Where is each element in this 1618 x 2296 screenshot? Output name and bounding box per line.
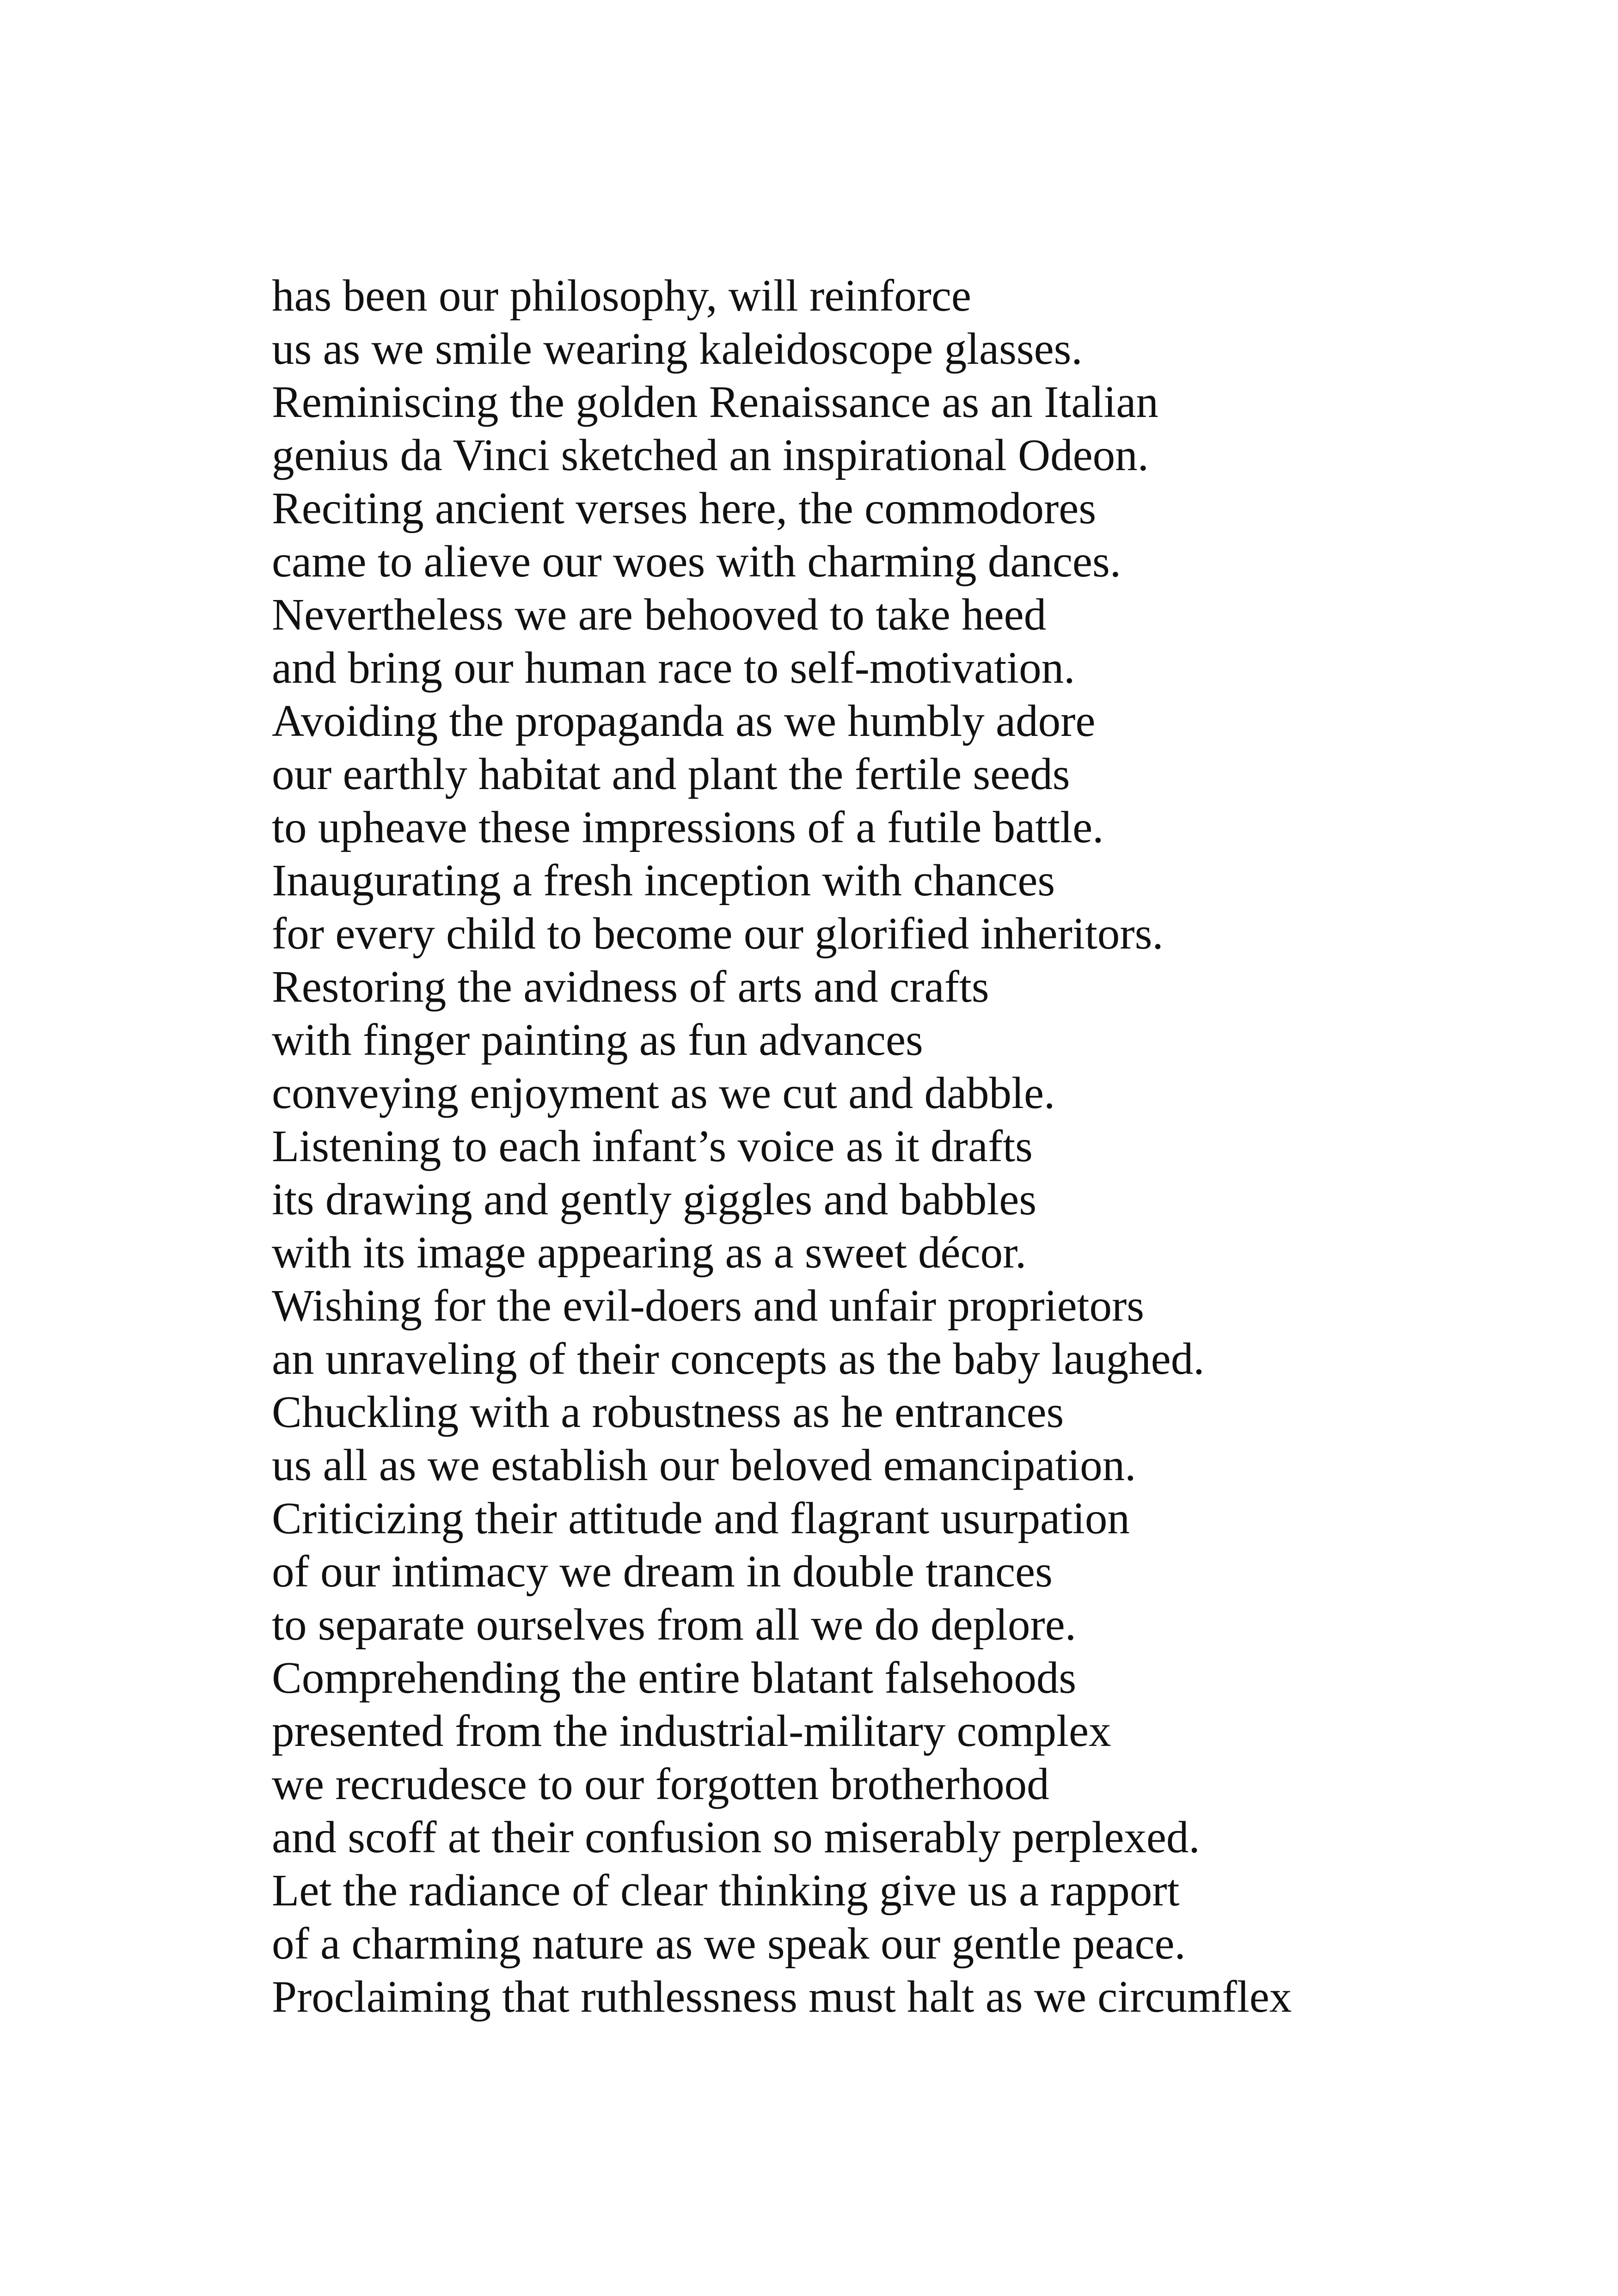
- poem-line: with its image appearing as a sweet décor.: [272, 1228, 1027, 1277]
- poem-line: its drawing and gently giggles and babbles: [272, 1175, 1037, 1224]
- poem-line: Avoiding the propaganda as we humbly adore: [272, 696, 1096, 746]
- poem-line: conveying enjoyment as we cut and dabble.: [272, 1068, 1055, 1118]
- poem-line: Chuckling with a robustness as he entrances: [272, 1387, 1064, 1437]
- poem-line: us all as we establish our beloved emancipation.: [272, 1440, 1136, 1490]
- poem-line: an unraveling of their concepts as the baby laughed.: [272, 1334, 1205, 1384]
- poem-line: Nevertheless we are behooved to take heed: [272, 590, 1047, 639]
- poem-line: and scoff at their confusion so miserably perplexed.: [272, 1812, 1200, 1862]
- poem-line: of our intimacy we dream in double trances: [272, 1547, 1053, 1596]
- poem-line: we recrudesce to our forgotten brotherhood: [272, 1759, 1049, 1809]
- poem-line: Let the radiance of clear thinking give us a rapport: [272, 1866, 1180, 1915]
- poem-line: Comprehending the entire blatant falsehoods: [272, 1653, 1077, 1702]
- poem-line: Reminiscing the golden Renaissance as an Italian: [272, 377, 1158, 427]
- poem-text: [272, 269, 1589, 2023]
- poem-line: for every child to become our glorified inheritors.: [272, 909, 1164, 958]
- poem-line: has been our philosophy, will reinforce: [272, 271, 971, 320]
- poem-line: presented from the industrial-military complex: [272, 1706, 1111, 1756]
- poem-line: Criticizing their attitude and flagrant usurpation: [272, 1494, 1130, 1543]
- poem-line: Proclaiming that ruthlessness must halt as we circumflex: [272, 1972, 1292, 2021]
- poem-line: Reciting ancient verses here, the commodores: [272, 484, 1097, 533]
- poem-line: Inaugurating a fresh inception with chances: [272, 856, 1055, 905]
- poem-line: to separate ourselves from all we do deplore.: [272, 1600, 1076, 1649]
- poem-line: of a charming nature as we speak our gentle peace.: [272, 1919, 1186, 1968]
- poem-line: and bring our human race to self-motivation.: [272, 643, 1075, 692]
- poem-line: us as we smile wearing kaleidoscope glasses.: [272, 324, 1083, 373]
- poem-line: came to alieve our woes with charming dances.: [272, 537, 1121, 586]
- poem-line: with finger painting as fun advances: [272, 1015, 923, 1065]
- poem-line: Listening to each infant’s voice as it drafts: [272, 1121, 1033, 1171]
- poem-line: to upheave these impressions of a futile battle.: [272, 802, 1104, 852]
- poem-line: genius da Vinci sketched an inspirational Odeon.: [272, 430, 1149, 480]
- poem-line: Wishing for the evil-doers and unfair proprietors: [272, 1281, 1145, 1330]
- poem-line: Restoring the avidness of arts and crafts: [272, 962, 989, 1011]
- poem-line: our earthly habitat and plant the fertile seeds: [272, 749, 1070, 799]
